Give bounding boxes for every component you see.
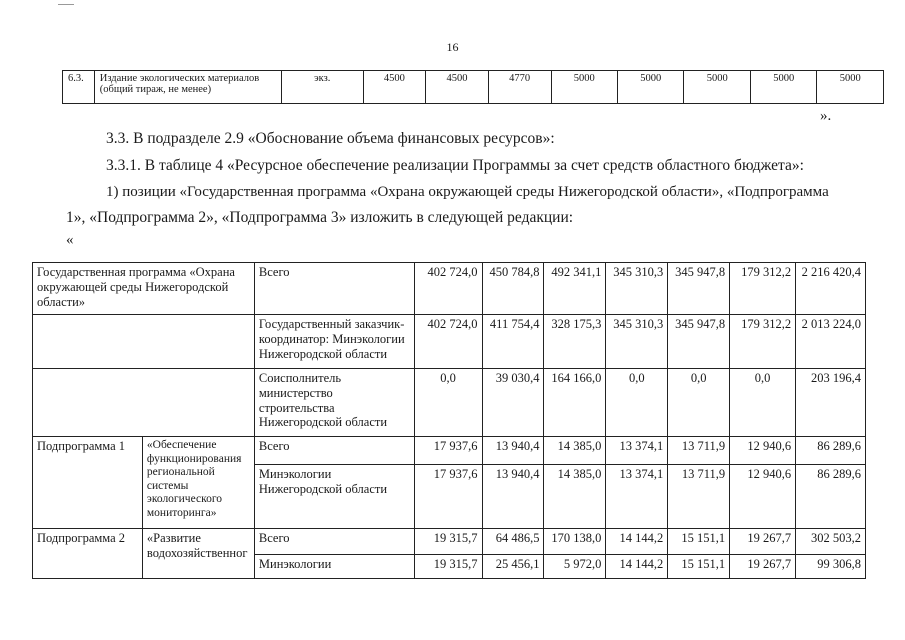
cell-value: 19 267,7 (730, 555, 796, 579)
source-label: Всего (254, 529, 414, 555)
cell-value: 64 486,5 (482, 529, 544, 555)
cell-value: 492 341,1 (544, 263, 606, 315)
empty-cell (33, 315, 255, 369)
cell-value: 5000 (750, 71, 816, 104)
cell-value: 14 144,2 (606, 555, 668, 579)
cell-value: 13 711,9 (668, 437, 730, 465)
cell-value: 14 385,0 (544, 437, 606, 465)
cell-value: 4500 (363, 71, 426, 104)
cell-value: 0,0 (730, 369, 796, 437)
cell-value: 13 711,9 (668, 465, 730, 529)
subprogram-1-label: Подпрограмма 1 (33, 437, 143, 529)
cell-value: 4770 (488, 71, 551, 104)
table-row (33, 263, 866, 315)
cell-value: 402 724,0 (414, 315, 482, 369)
subprogram-2-name: «Развитие водохозяйственног (142, 529, 254, 579)
cell-value: 5000 (684, 71, 750, 104)
cell-value: 164 166,0 (544, 369, 606, 437)
row-unit: экз. (281, 71, 363, 104)
cell-value: 170 138,0 (544, 529, 606, 555)
source-label: Всего (254, 437, 414, 465)
cell-value: 345 947,8 (668, 315, 730, 369)
cell-value: 450 784,8 (482, 263, 544, 315)
cell-value: 203 196,4 (796, 369, 866, 437)
cell-value: 86 289,6 (796, 465, 866, 529)
cell-value: 345 947,8 (668, 263, 730, 315)
cell-value: 99 306,8 (796, 555, 866, 579)
cell-value: 328 175,3 (544, 315, 606, 369)
cell-value: 14 144,2 (606, 529, 668, 555)
paragraph-3-3-1: 3.3.1. В таблице 4 «Ресурсное обеспечение реализации Программы за счет средств областного бюджета»: (106, 157, 804, 174)
page-number: 16 (446, 40, 459, 54)
source-label: Минэкологии Нижегородской области (254, 465, 414, 529)
cell-value: 14 385,0 (544, 465, 606, 529)
cell-value: 13 374,1 (606, 437, 668, 465)
cell-value: 13 940,4 (482, 465, 544, 529)
table-row (33, 437, 866, 465)
cell-value: 13 940,4 (482, 437, 544, 465)
closing-quote: ». (820, 108, 832, 124)
cell-value: 19 315,7 (414, 529, 482, 555)
cell-value: 179 312,2 (730, 315, 796, 369)
cell-value: 17 937,6 (414, 437, 482, 465)
indicators-table (62, 70, 884, 104)
cell-value: 5 972,0 (544, 555, 606, 579)
table-row (33, 529, 866, 555)
cell-value: 179 312,2 (730, 263, 796, 315)
cell-value: 0,0 (414, 369, 482, 437)
cell-value: 12 940,6 (730, 437, 796, 465)
cell-value: 25 456,1 (482, 555, 544, 579)
source-label: Минэкологии (254, 555, 414, 579)
table-row (33, 315, 866, 369)
cell-value: 15 151,1 (668, 555, 730, 579)
cell-value: 86 289,6 (796, 437, 866, 465)
row-name: Издание экологических материалов (общий тираж, не менее) (94, 71, 281, 104)
subprogram-2-label: Подпрограмма 2 (33, 529, 143, 579)
cell-value: 345 310,3 (606, 315, 668, 369)
row-number: 6.3. (63, 71, 95, 104)
cell-value: 402 724,0 (414, 263, 482, 315)
cell-value: 12 940,6 (730, 465, 796, 529)
source-label: Государственный заказчик-координатор: Минэкологии Нижегородской области (254, 315, 414, 369)
cell-value: 5000 (617, 71, 683, 104)
opening-quote: « (66, 232, 74, 248)
cell-value: 19 267,7 (730, 529, 796, 555)
program-name: Государственная программа «Охрана окружающей среды Нижегородской области» (33, 263, 255, 315)
cell-value: 15 151,1 (668, 529, 730, 555)
paragraph-item-1-line-2: 1», «Подпрограмма 2», «Подпрограмма 3» изложить в следующей редакции: (66, 209, 574, 226)
cell-value: 5000 (817, 71, 884, 104)
cell-value: 0,0 (606, 369, 668, 437)
cell-value: 345 310,3 (606, 263, 668, 315)
empty-cell (33, 369, 255, 437)
cell-value: 17 937,6 (414, 465, 482, 529)
cell-value: 19 315,7 (414, 555, 482, 579)
cell-value: 0,0 (668, 369, 730, 437)
cell-value: 2 013 224,0 (796, 315, 866, 369)
paragraph-3-3: 3.3. В подразделе 2.9 «Обоснование объема финансовых ресурсов»: (106, 130, 555, 147)
table-row (63, 71, 884, 104)
cell-value: 411 754,4 (482, 315, 544, 369)
source-label: Всего (254, 263, 414, 315)
resource-table (32, 262, 866, 579)
cell-value: 39 030,4 (482, 369, 544, 437)
source-label: Соисполнитель министерство строительства Нижегородской области (254, 369, 414, 437)
cell-value: 2 216 420,4 (796, 263, 866, 315)
table-row (33, 369, 866, 437)
paragraph-item-1-line-1: 1) позиции «Государственная программа «Охрана окружающей среды Нижегородской области», «Подпрограмма (106, 184, 829, 200)
scan-mark (58, 4, 74, 5)
cell-value: 4500 (426, 71, 489, 104)
cell-value: 5000 (551, 71, 617, 104)
cell-value: 13 374,1 (606, 465, 668, 529)
cell-value: 302 503,2 (796, 529, 866, 555)
subprogram-1-name: «Обеспечение функционирования региональной системы экологического мониторинга» (142, 437, 254, 529)
